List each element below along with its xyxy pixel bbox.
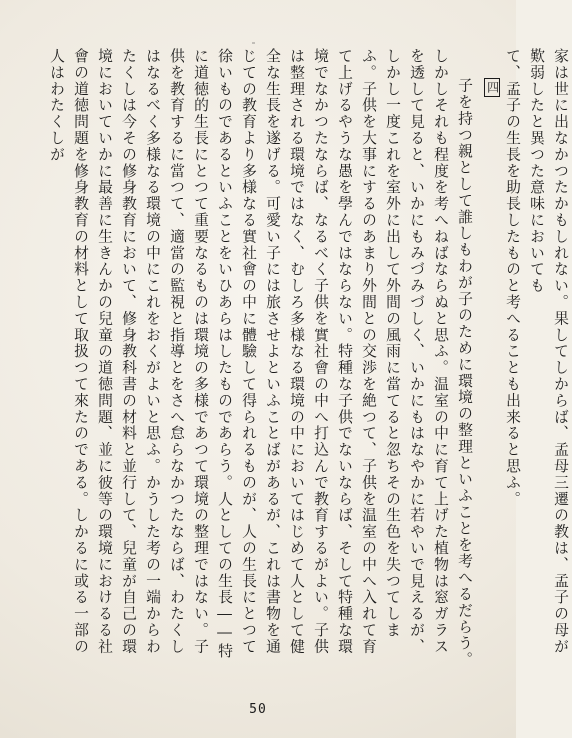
main-paragraph bbox=[44, 48, 476, 668]
text-column-1: 家は世に出なかつたかもしれない。果してしからば、孟母三遷の教は、孟子の母が歎弱したと異つた意味においても bbox=[528, 48, 569, 655]
section-heading bbox=[476, 48, 500, 668]
text-column-2: て、孟子の生長を助長したものと考へることも出来ると思ふ。 bbox=[504, 48, 521, 508]
vertical-text-block bbox=[44, 48, 569, 668]
page-number: 50 bbox=[249, 702, 267, 717]
main-paragraph-text: 子を持つ親として誰しもわが子のために環境の整理といふことを考へるだらう。しかしそれも程度を考へねばならぬと思ふ。温室の中に育て上げた植物は窓ガラスを透して見ると、いかにもみづみづしく、いかにもはなやかに若やいで見えるが、しかし一度これを室外に出して外間の風雨に當てると忽ちその生色を失つてしまふ。子供を大事にするのあまり外間との交渉を絶つて、子供を温室の中へ入れて育て上げるやうな愚を學んではならない。特種な子供でないならば、そして特種な環境でなかつたならば、なるべく子供を實社會の中へ打込んで教育するがよい。子供は整理される環境ではなく、むしろ多様なる環境の中においてはじめて人として健全な生長を遂げる。可愛い子には旅させよといふことばがあるが、これは書物を通じての教育より多様なる實社會の中に體驗して得られるものが、人の生長にとつて徐いものであるといふことをいひあらはしたものであらう。人としての生長――特に道徳的生長にとつて重要なるものは環境の多様であつて環境の整理ではない。子供を教育するに當つて、適當の監視と指導とをさへ怠らなかつたならば、わたくしはなるべく多様なる環境の中にこれをおくがよいと思ふ。かうした考の一端からわたくしは今その修身教育において、修身教科書の材料と並行して、兒童が自己の環境においていかに最善に生きんかの兒童の道徳問題、並に彼等の環境におけるる社會の道徳問題を修身教育の材料として取扱つて來たのである。しかるに或る一部の人はわたくしが bbox=[48, 48, 473, 668]
section-mark: 四 bbox=[484, 78, 499, 98]
print-speck bbox=[252, 42, 255, 44]
vertical-text bbox=[44, 48, 572, 668]
